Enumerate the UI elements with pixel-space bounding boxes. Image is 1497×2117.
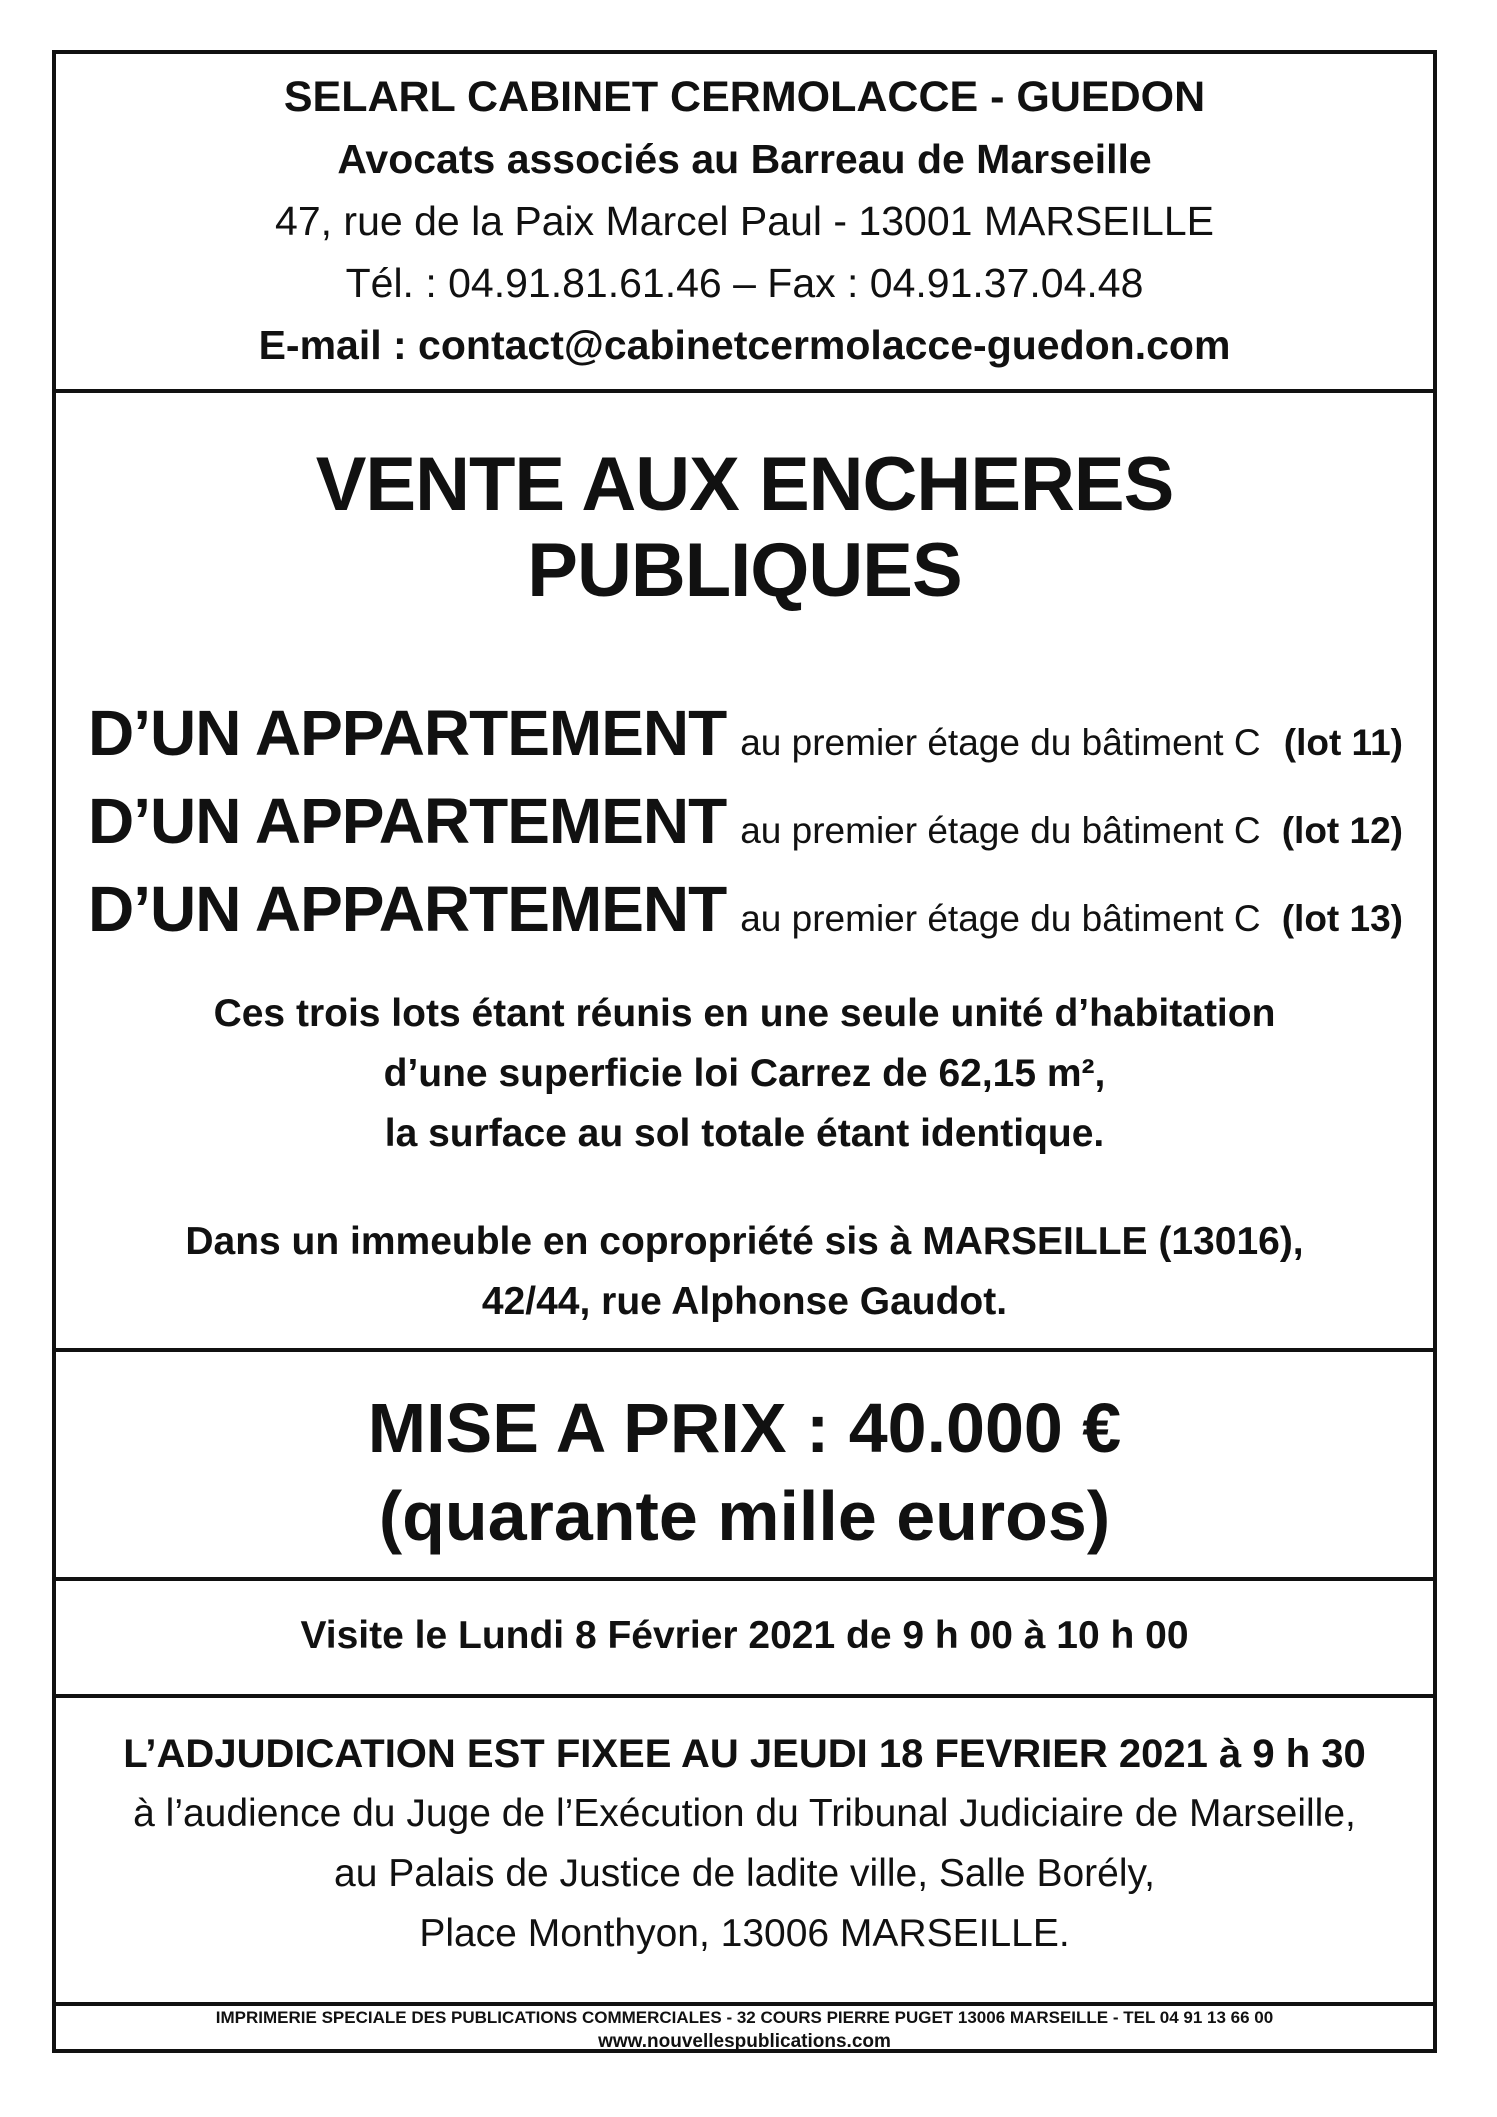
property-description: [56, 984, 1433, 1164]
location-line-2: 42/44, rue Alphonse Gaudot.: [481, 1280, 1008, 1323]
adjudication-date: L’ADJUDICATION EST FIXEE AU JEUDI 18 FEVRIER 2021 à 9 h 30: [123, 1732, 1366, 1776]
divider: [56, 1577, 1433, 1581]
price-in-words: (quarante mille euros): [378, 1477, 1111, 1555]
apartment-list: [88, 696, 1403, 960]
firm-subtitle: Avocats associés au Barreau de Marseille: [337, 136, 1152, 182]
apartment-description: au premier étage du bâtiment C: [740, 898, 1261, 939]
apartment-heading: D’UN APPARTEMENT: [88, 785, 727, 857]
printer-footer: [56, 2006, 1433, 2054]
description-line-3: la surface au sol totale étant identique.: [384, 1112, 1105, 1155]
firm-name: SELARL CABINET CERMOLACCE - GUEDON: [283, 73, 1206, 121]
visit-info: [56, 1606, 1433, 1666]
firm-email: E-mail : contact@cabinetcermolacce-guedon.com: [258, 322, 1231, 368]
adjudication-line-3: au Palais de Justice de ladite ville, Salle Borély,: [334, 1852, 1155, 1895]
apartment-description: au premier étage du bâtiment C: [740, 722, 1261, 763]
apartment-lot: (lot 11): [1283, 722, 1403, 763]
apartment-lot: (lot 12): [1281, 810, 1403, 851]
property-location: [56, 1212, 1433, 1332]
law-firm-header: [56, 66, 1433, 376]
list-item: [88, 784, 1403, 872]
firm-phone-fax: Tél. : 04.91.81.61.46 – Fax : 04.91.37.04.48: [345, 260, 1144, 306]
firm-address: 47, rue de la Paix Marcel Paul - 13001 MARSEILLE: [275, 198, 1214, 244]
apartment-lot: (lot 13): [1281, 898, 1403, 939]
apartment-description: au premier étage du bâtiment C: [740, 810, 1261, 851]
divider: [56, 389, 1433, 393]
printer-info: IMPRIMERIE SPECIALE DES PUBLICATIONS COMMERCIALES - 32 COURS PIERRE PUGET 13006 MARSEILLE - TEL 04 91 13 66 00: [215, 2008, 1274, 2027]
price-amount: MISE A PRIX : 40.000 €: [367, 1389, 1122, 1467]
apartment-heading: D’UN APPARTEMENT: [88, 697, 727, 769]
adjudication-info: [56, 1724, 1433, 1964]
apartment-heading: D’UN APPARTEMENT: [88, 873, 727, 945]
legal-notice-poster: [52, 50, 1437, 2053]
adjudication-line-2: à l’audience du Juge de l’Exécution du Tribunal Judiciaire de Marseille,: [133, 1792, 1356, 1835]
divider: [56, 1694, 1433, 1698]
description-line-1: Ces trois lots étant réunis en une seule unité d’habitation: [213, 992, 1276, 1035]
sale-title-line-1: VENTE AUX ENCHERES: [315, 442, 1174, 527]
adjudication-line-4: Place Monthyon, 13006 MARSEILLE.: [419, 1912, 1070, 1955]
sale-title-line-2: PUBLIQUES: [527, 528, 962, 613]
sale-title: [56, 442, 1433, 614]
location-line-1: Dans un immeuble en copropriété sis à MARSEILLE (13016),: [185, 1220, 1304, 1263]
description-line-2: d’une superficie loi Carrez de 62,15 m²,: [383, 1052, 1106, 1095]
list-item: [88, 696, 1403, 784]
starting-price: [56, 1384, 1433, 1560]
list-item: [88, 872, 1403, 960]
printer-website: www.nouvellespublications.com: [598, 2031, 891, 2052]
visit-text: Visite le Lundi 8 Février 2021 de 9 h 00 à 10 h 00: [300, 1614, 1189, 1657]
divider: [56, 1348, 1433, 1352]
